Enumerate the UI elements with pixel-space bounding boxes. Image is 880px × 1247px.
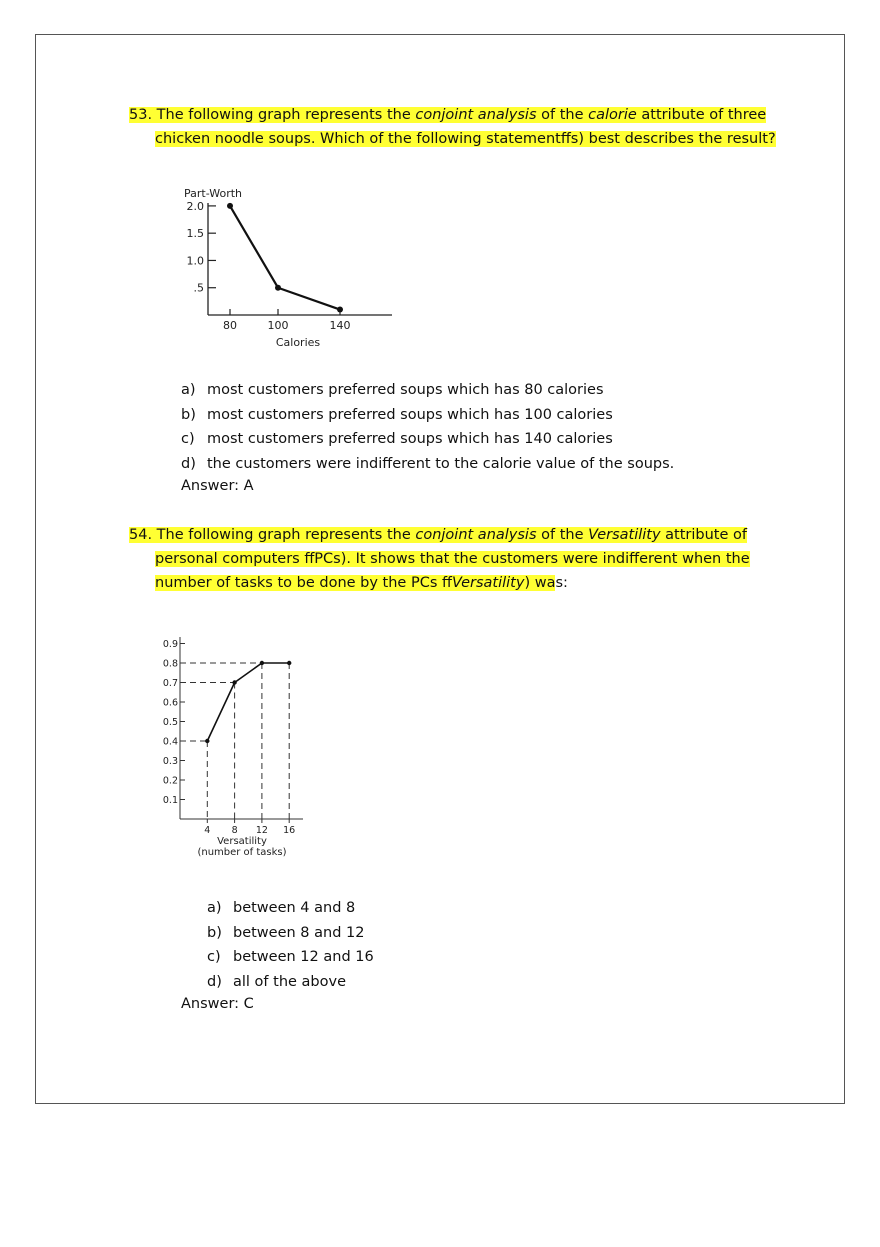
option-q54-0 — [207, 896, 374, 921]
option-text: between 12 and 16 — [233, 949, 374, 965]
q54-answer: Answer: C — [181, 996, 254, 1012]
q53-text-mid: of the — [536, 107, 589, 123]
question-54-line-1 — [129, 523, 769, 547]
y-tick-label: 0.2 — [162, 775, 178, 787]
data-point — [287, 661, 291, 665]
option-letter: b) — [181, 406, 196, 423]
y-tick-label: 0.4 — [162, 736, 178, 748]
option-text: all of the above — [233, 973, 347, 990]
x-tick-label: 16 — [283, 825, 296, 836]
option-text: most customers preferred soups which has 80 calories — [207, 382, 604, 398]
x-axis-label-line-2: (number of tasks) — [197, 847, 287, 858]
q53-emphasis-conjoint: conjoint analysis — [415, 107, 537, 123]
option-text: between 8 and 12 — [233, 924, 365, 941]
y-axis-label: Part-Worth — [184, 187, 243, 200]
option-q53-2 — [181, 427, 674, 452]
x-tick-label: 12 — [255, 825, 268, 836]
option-q53-0 — [181, 378, 674, 403]
q53-options — [181, 378, 674, 476]
question-53-line-2 — [129, 127, 776, 151]
q54-options — [207, 896, 374, 994]
option-text: the customers were indifferent to the calorie value of the soups. — [207, 455, 675, 472]
option-text: most customers preferred soups which has 100 calories — [207, 406, 613, 423]
option-letter: b) — [207, 924, 222, 941]
x-tick-label: 4 — [204, 825, 211, 836]
question-54-line-3 — [129, 571, 769, 595]
data-point — [227, 203, 233, 209]
question-53-line-1 — [129, 103, 769, 127]
data-point — [205, 739, 209, 743]
q53-line-2-text: chicken noodle soups. Which of the following statementffs) best describes the result? — [155, 131, 776, 147]
q54-line-3-post: ) wa — [524, 575, 556, 591]
q54-line-3-pre: number of tasks to be done by the PCs ff — [155, 575, 452, 591]
q54-emphasis-conjoint: conjoint analysis — [415, 527, 537, 543]
y-tick-label: 0.7 — [162, 678, 178, 689]
q54-text-post: attribute of — [660, 527, 748, 543]
q54-text-mid: of the — [536, 527, 589, 543]
calorie-part-worth-chart — [160, 175, 410, 360]
q54-emphasis-versatility: Versatility — [588, 527, 661, 543]
option-letter: a) — [207, 900, 222, 916]
q54-line-3-emphasis: Versatility — [452, 575, 525, 591]
y-tick-label: 0.6 — [162, 697, 178, 709]
q54-text-pre: 54. The following graph represents the — [129, 527, 416, 543]
y-tick-label: 0.9 — [162, 639, 178, 650]
series-line — [230, 206, 340, 310]
option-q53-1 — [181, 403, 674, 428]
option-q54-2 — [207, 945, 374, 970]
x-tick-label: 80 — [223, 319, 237, 332]
question-53 — [129, 103, 776, 151]
option-letter: c) — [207, 949, 221, 965]
data-point — [337, 307, 343, 313]
y-tick-label: 2.0 — [186, 199, 204, 213]
question-54 — [129, 523, 769, 595]
x-tick-label: 140 — [329, 319, 351, 332]
question-54-line-2 — [129, 547, 769, 571]
y-tick-label: 0.5 — [162, 717, 178, 728]
q54-line-3-tail: s: — [555, 575, 568, 591]
y-tick-label: 1.5 — [186, 227, 204, 241]
option-q54-3 — [207, 970, 374, 995]
option-letter: d) — [181, 455, 196, 472]
option-letter: c) — [181, 431, 195, 447]
option-q53-3 — [181, 452, 674, 477]
x-axis-label-line-1: Versatility — [217, 836, 267, 847]
y-tick-label: 0.3 — [162, 756, 178, 767]
x-axis-label: Calories — [275, 336, 321, 349]
option-letter: a) — [181, 382, 196, 398]
q53-text-pre: 53. The following graph represents the — [129, 107, 416, 123]
q53-emphasis-calorie: calorie — [588, 107, 637, 123]
data-point — [260, 661, 264, 665]
data-point — [232, 680, 236, 684]
option-text: between 4 and 8 — [233, 900, 356, 916]
q54-line-2-text: personal computers ffPCs). It shows that the customers were indifferent when the — [155, 551, 750, 567]
y-tick-label: 0.1 — [162, 795, 178, 806]
q53-text-post: attribute of three — [636, 107, 767, 123]
y-tick-label: 1.0 — [186, 254, 204, 268]
y-tick-label: 0.8 — [162, 658, 178, 670]
x-tick-label: 8 — [231, 825, 238, 836]
option-q54-1 — [207, 921, 374, 946]
y-tick-label: .5 — [193, 281, 204, 295]
option-text: most customers preferred soups which has 140 calories — [207, 431, 613, 447]
option-letter: d) — [207, 973, 222, 990]
q53-answer: Answer: A — [181, 478, 254, 494]
data-point — [275, 285, 281, 291]
x-tick-label: 100 — [267, 319, 289, 332]
versatility-part-worth-chart — [155, 625, 335, 870]
series-line — [207, 663, 289, 741]
